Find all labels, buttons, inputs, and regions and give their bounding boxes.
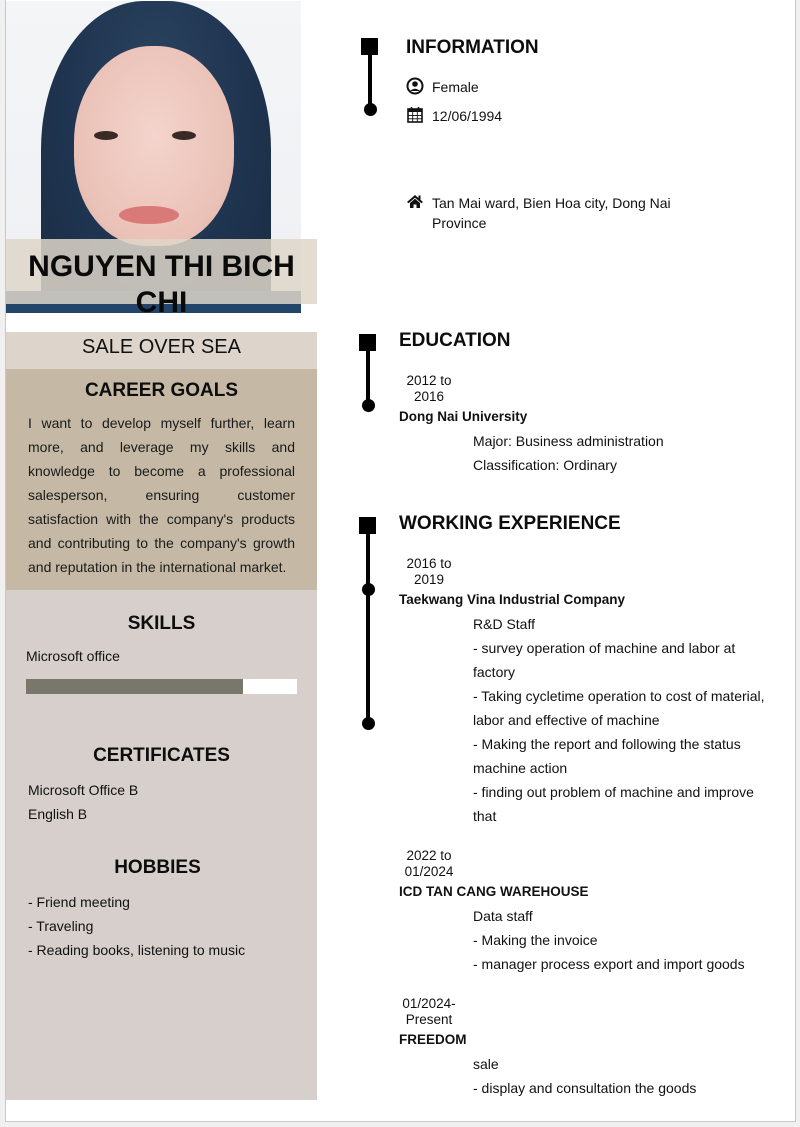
skill-level-bar [26,679,297,694]
job-detail: - manager process export and import goods [473,956,745,972]
experience-heading: WORKING EXPERIENCE [399,513,621,534]
address-value: Tan Mai ward, Bien Hoa city, Dong Nai Province [432,195,671,231]
job-date [399,556,459,588]
home-icon [406,193,424,211]
skill-level-fill [26,679,243,694]
timeline-line [368,50,372,108]
calendar-icon [406,106,424,124]
timeline-line [366,529,370,719]
timeline-dot [362,717,375,730]
timeline-line [366,346,370,404]
job-details [473,904,783,976]
education-date [399,373,459,405]
date-end: 2019 [413,572,445,587]
job-detail: R&D Staff [473,616,535,632]
company-name: FREEDOM [399,1032,467,1047]
date-end: 01/2024 [404,864,454,879]
job-detail: sale [473,1056,499,1072]
job-detail: - finding out problem of machine and improve that [473,784,754,824]
date-start: 2012 to [406,373,452,388]
job-details [473,612,783,828]
timeline-dot [364,103,377,116]
date-start: 2022 to [406,848,452,863]
hobby-item: - Friend meeting [28,894,130,910]
education-details [473,429,783,477]
career-goals-text: I want to develop myself further, learn more, and leverage my skills and knowledge to become a professional salesperson, ensuring customer satisfaction with the company's products and contributing to the company's growth and reputation in the international market. [28,415,295,575]
left-lower-panel [6,590,317,1100]
hobbies-heading: HOBBIES [114,857,201,878]
hobby-item: - Traveling [28,918,94,934]
job-detail: - Making the invoice [473,932,598,948]
date-start: 2016 to [406,556,452,571]
certificates-list [28,778,138,826]
job-details [473,1052,783,1100]
education-detail: Classification: Ordinary [473,457,617,473]
gender-value: Female [432,79,479,95]
candidate-name: NGUYEN THI BICH CHI [28,250,295,319]
skills-heading: SKILLS [127,613,196,634]
hobbies-list [28,890,245,962]
info-address [406,193,676,233]
job-detail: - display and consultation the goods [473,1080,697,1096]
job-title: SALE OVER SEA [6,332,317,369]
job-detail: Data staff [473,908,533,924]
certificates-heading: CERTIFICATES [93,745,230,766]
school-name: Dong Nai University [399,409,528,424]
user-circle-icon [406,77,424,95]
job-detail: - Taking cycletime operation to cost of material, labor and effective of machine [473,688,765,728]
job-detail: - survey operation of machine and labor at factory [473,640,736,680]
company-name: ICD TAN CANG WAREHOUSE [399,884,589,899]
timeline-dot [362,583,375,596]
hobby-item: - Reading books, listening to music [28,942,246,958]
date-end: Present [405,1012,453,1027]
job-detail: - Making the report and following the status machine action [473,736,741,776]
education-heading: EDUCATION [399,330,511,351]
job-date [399,848,459,880]
skill-label: Microsoft office [26,648,120,664]
information-heading: INFORMATION [406,37,539,58]
education-detail: Major: Business administration [473,433,664,449]
info-gender [406,77,479,97]
date-start: 01/2024- [402,996,456,1011]
timeline-dot [362,399,375,412]
birthday-value: 12/06/1994 [432,108,503,124]
info-birthday [406,106,502,126]
certificate-item: English B [28,806,88,822]
career-goals-section [6,369,317,590]
date-end: 2016 [413,389,445,404]
certificate-item: Microsoft Office B [28,782,139,798]
company-name: Taekwang Vina Industrial Company [399,592,626,607]
job-date [399,996,459,1028]
career-goals-heading: CAREER GOALS [84,380,239,401]
